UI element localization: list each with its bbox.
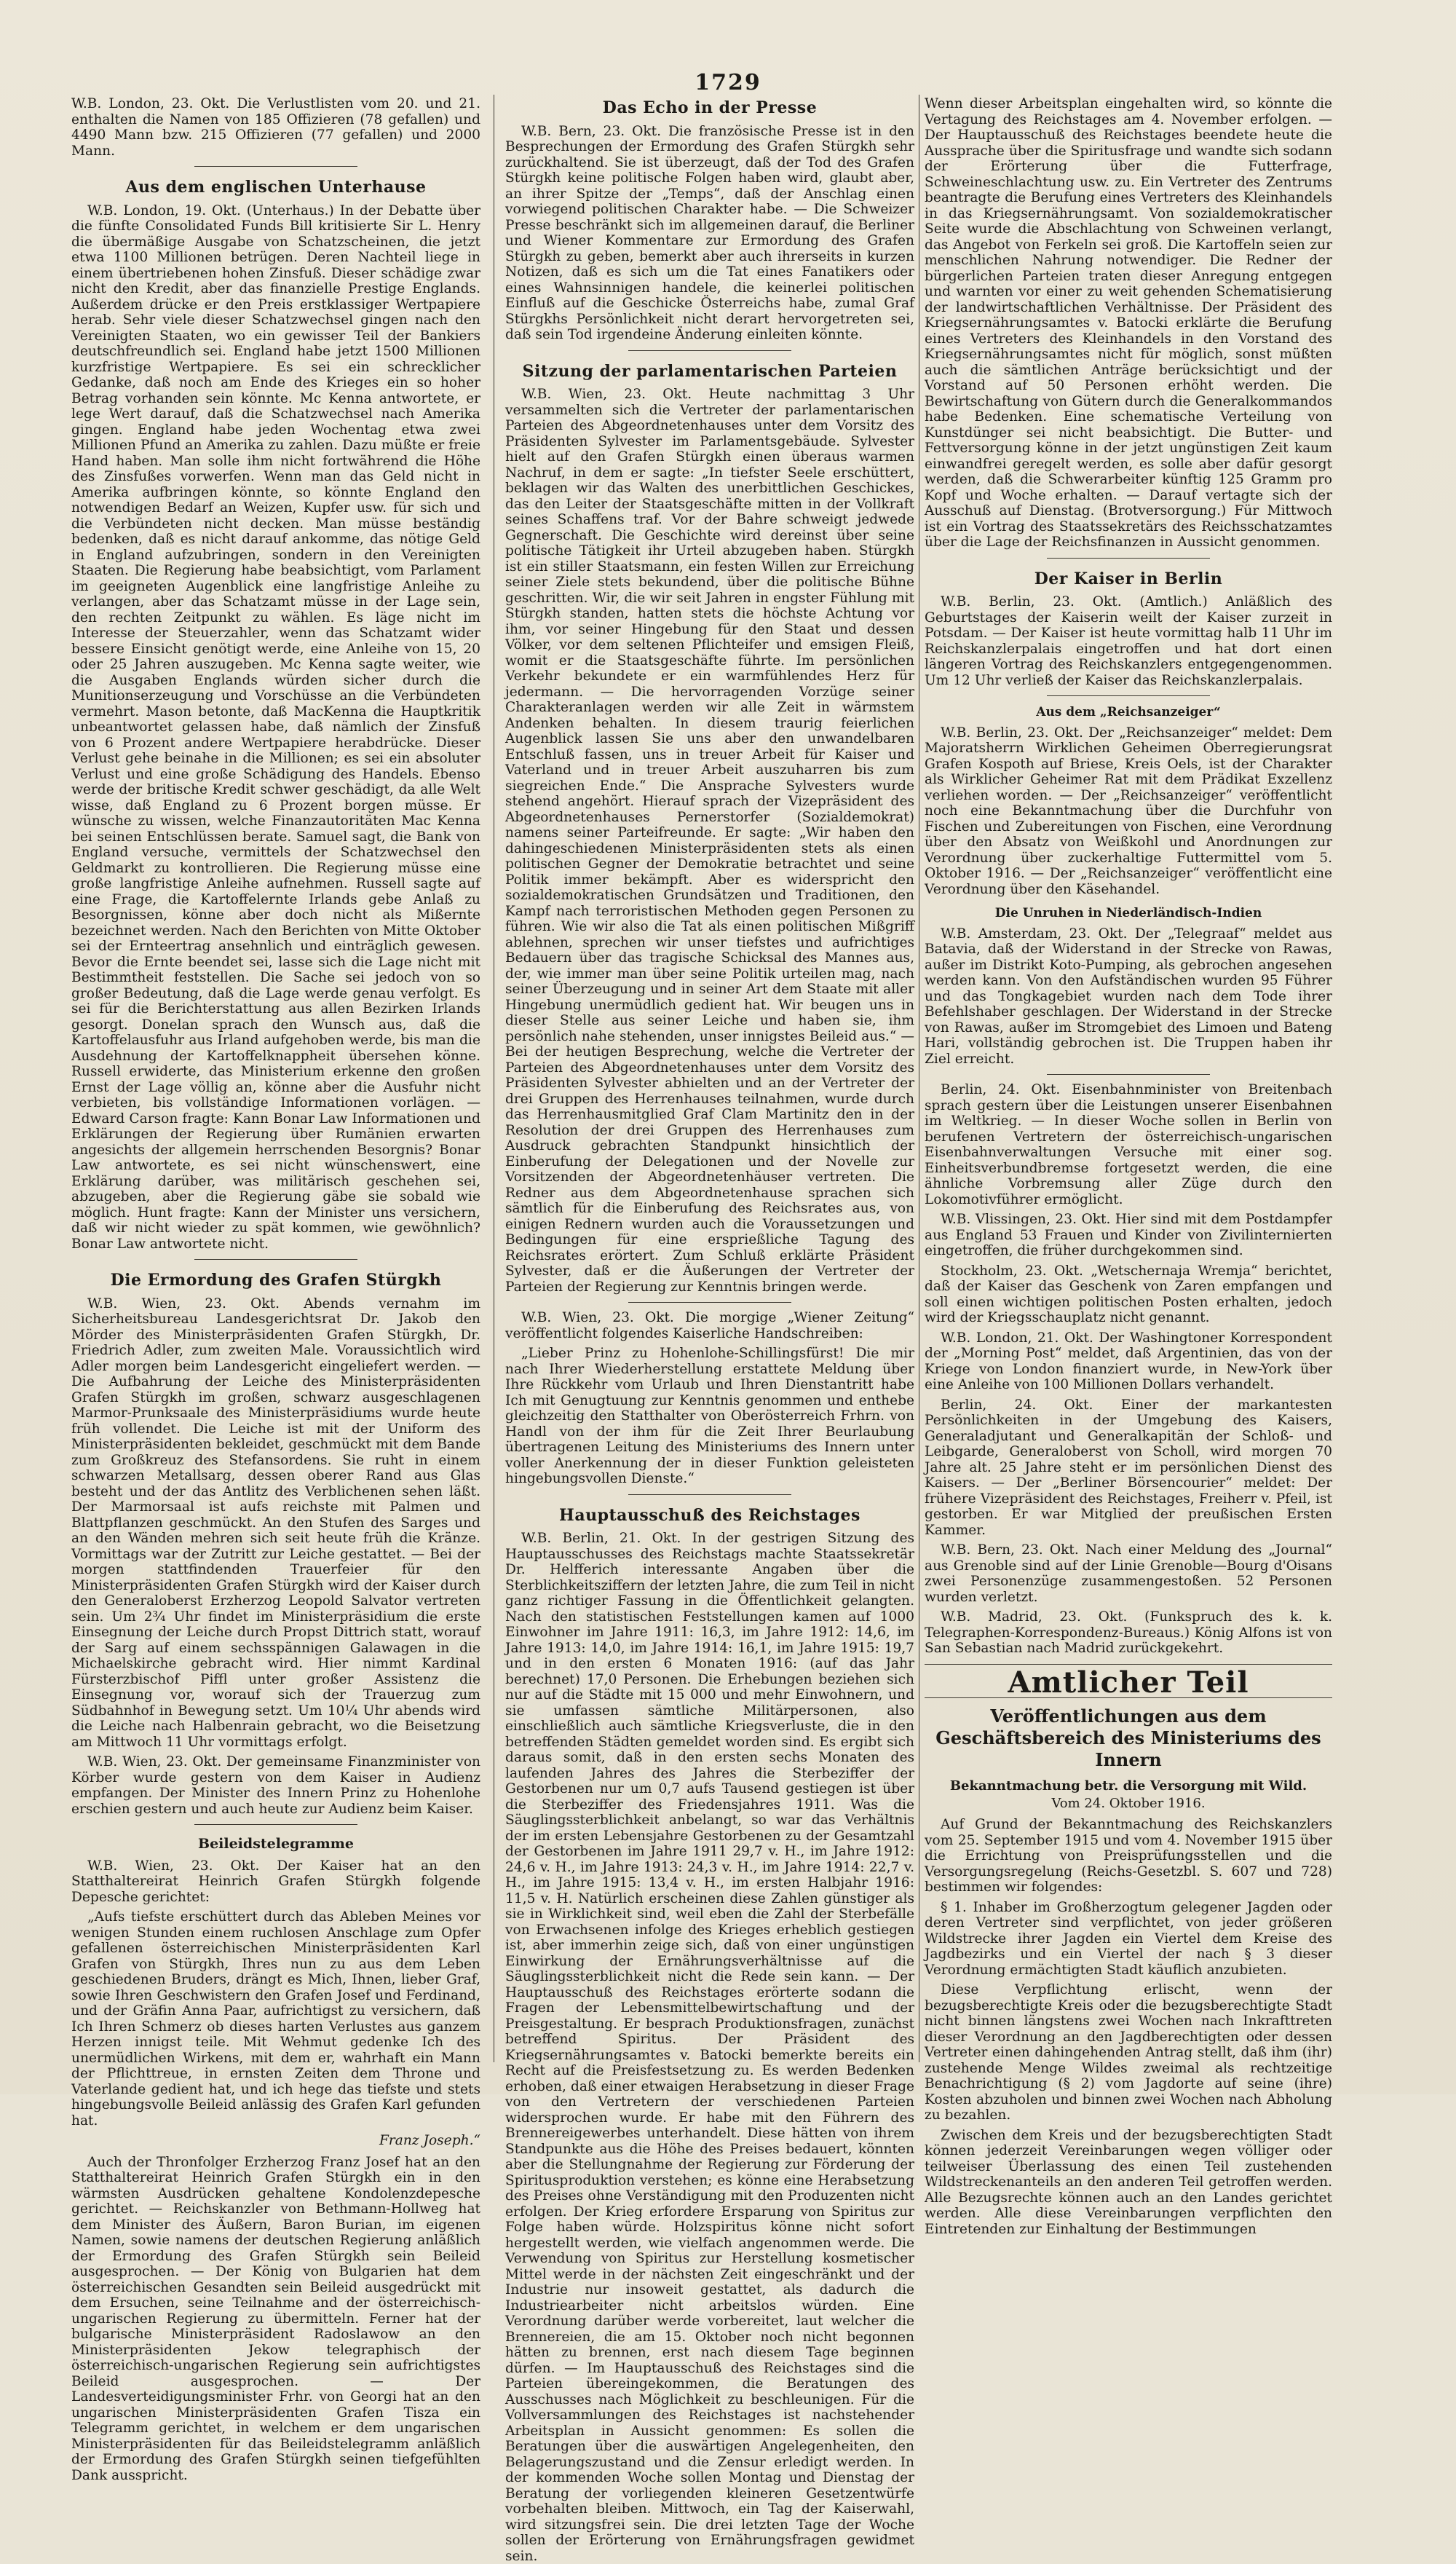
column-1 (71, 96, 480, 2483)
divider (1047, 1074, 1210, 1075)
article-wiener-zeitung: W.B. Wien, 23. Okt. Die morgige „Wiener Zeitung“ veröffentlicht folgendes Kaiserliche Handschreiben: (505, 1310, 914, 1341)
article-handschreiben: „Lieber Prinz zu Hohenlohe-Schillingsfürst! Die mir nach Ihrer Wiederherstellung erstattete Meldung über Ihre Rückkehr vom Urlaub und Ihren Dienstantritt habe Ich mit Genugtuung zur Kenntnis genommen und enthebe gleichzeitig den Statthalter von Oberösterreich Frhrn. von Handl von der ihm für die Zeit Ihrer Beurlaubung übertragenen Leitung des Ministeriums des Innern unter voller Anerkennung der in dieser Funktion geleisteten hingebungsvollen Dienste.“ (505, 1346, 914, 1486)
heading-parteien: Sitzung der parlamentarischen Parteien (522, 361, 898, 381)
article-beileid-intro: W.B. Wien, 23. Okt. Der Kaiser hat an den Statthaltereirat Heinrich Grafen Stürgkh folgende Depesche gerichtet: (71, 1858, 480, 1905)
notice-preamble: Auf Grund der Bekanntmachung des Reichskanzlers vom 25. September 1915 und vom 4. November 1915 über die Errichtung von Preisprüfungsstellen und die Versorgungsregelung (Reichs-Gesetzbl. S. 607 und 728) bestimmen wir folgendes: (925, 1817, 1332, 1895)
signature-franz-joseph: Franz Joseph.“ (379, 2133, 480, 2148)
divider (1047, 695, 1210, 696)
heading-amtlicher-teil: Amtlicher Teil (1008, 1665, 1249, 1700)
divider (194, 166, 358, 167)
heading-ministerium: Veröffentlichungen aus dem Geschäftsbereich des Ministeriums des Innern (935, 1705, 1321, 1770)
divider (628, 1494, 792, 1495)
article-parteien: W.B. Wien, 23. Okt. Heute nachmittag 3 Uhr versammelten sich die Vertreter der parlamentarischen Parteien des Abgeordnetenhauses unter dem Vorsitz des Präsidenten Sylvester im Parlamentsgebäude. Sylvester hielt auf den Grafen Stürgkh einen überaus warmen Nachruf, in dem er sagte: „In tiefster Seele erschüttert, beklagen wir das Walten des unerbittlichen Geschickes, das den Leiter der Staatsgeschäfte mitten in der Vollkraft seines Schaffens traf. Vor der Bahre schweigt jedwede Gegnerschaft. Die Geschichte wird dereinst über seine politische Tätigkeit ihr Urteil abzugeben haben. Stürgkh ist ein stiller Staatsmann, ein festen Willen zur Erreichung seiner Ziele stets bekundend, über die politische Bühne geschritten. Wir, die wir seit Jahren in engster Fühlung mit Stürgkh standen, hatten stets die höchste Achtung vor ihm, vor seiner Hingebung für den Staat und dessen Völker, vor dem seltenen Pflichteifer und emsigen Fleiß, womit er die Staatsgeschäfte führte. Im persönlichen Verkehr bekundete er ein warmfühlendes Herz für jedermann. — Die hervorragenden Vorzüge seiner Charakteranlagen werden wir alle Zeit in wärmstem Andenken behalten. In diesem traurig feierlichen Augenblick lassen Sie uns aber den unwandelbaren Entschluß fassen, uns in treuer Arbeit für Kaiser und Vaterland und in treuer Arbeit auszuharren bis zum siegreichen Ende.“ Die Ansprache Sylvesters wurde stehend angehört. Hierauf sprach der Vizepräsident des Abgeordnetenhauses Pernerstorfer (Sozialdemokrat) namens seiner Parteifreunde. Er sagte: „Wir haben den dahingeschiedenen Ministerpräsidenten stets als einen politischen Gegner der Demokratie betrachtet und seine Politik immer bekämpft. Aber es widerspricht den sozialdemokratischen Grundsätzen und Traditionen, den Kampf nach terroristischen Methoden gegen Personen zu führen. Wie wir also die Tat als einen politischen Mißgriff ablehnen, sprechen wir unser tiefstes und aufrichtiges Bedauern über das tragische Schicksal des Mannes aus, der, wie immer man über seine Politik urteilen mag, nach seiner Überzeugung und in seiner Art dem Staate mit aller Hingebung unermüdlich gedient hat. Wir beugen uns in dieser Stelle aus seiner Leiche und haben sie, ihm persönlich nahe stehenden, unser innigstes Beileid aus.“ — Bei der heutigen Besprechung, welche die Vertreter der Parteien des Abgeordnetenhauses unter dem Vorsitz des Präsidenten Sylvester abhielten und an der Vertreter der drei Gruppen des Herrenhauses teilnahmen, wurde durch das Herrenhausmitglied Graf Clam Martinitz den in der Resolution der drei Gruppen des Herrenhauses zum Ausdruck gebrachten Standpunkt hinsichtlich der Einberufung der Delegationen und der Novelle zur Vorsitzenden der Abgeordnetenhäuser vertreten. Die Redner aus dem Abgeordnetenhause sprachen sich sämtlich für die Einberufung des Reichsrates aus, von einigen Rednern wurden auch die Voraussetzungen und Bedingungen für eine ersprießliche Tagung des Reichsrates erörtert. Zum Schluß erklärte Präsident Sylvester, daß er die Äußerungen der Vertreter der Parteien der Regierung zur Kenntnis bringen werde. (505, 387, 914, 1295)
article-berlin-scholl: Berlin, 24. Okt. Einer der markantesten Persönlichkeiten in der Umgebung des Kaisers, Generaladjutant und Generalkapitän der Schloß- und Leibgarde, Generaloberst von Scholl, wird morgen 70 Jahre alt. 25 Jahre steht er im persönlichen Dienst des Kaisers. — Der „Berliner Börsencourier“ meldet: Der frühere Vizepräsident des Reichstages, Freiherr v. Pfeil, ist gestorben. Er war Mitglied der preußischen Ersten Kammer. (925, 1397, 1332, 1538)
heading-unterhaus: Aus dem englischen Unterhause (125, 178, 427, 197)
article-hauptausschuss: W.B. Berlin, 21. Okt. In der gestrigen Sitzung des Hauptausschusses des Reichstags machte Staatssekretär Dr. Helfferich interessante Angaben über die Sterblichkeitsziffern der letzten Jahre, die zum Teil in nicht ganz richtiger Fassung in die Öffentlichkeit gelangten. Nach den statistischen Feststellungen kamen auf 1000 Einwohner im Jahre 1911: 16,3, im Jahre 1912: 14,6, im Jahre 1913: 14,0, im Jahre 1914: 16,1, im Jahre 1915: 19,7 und in den ersten 6 Monaten 1916: (auf das Jahr berechnet) 17,0 Personen. Die Erhebungen beziehen sich nur auf die Städte mit 15 000 und mehr Einwohnern, und sie umfassen sämtliche Militärpersonen, also einschließlich auch sämtliche Kriegsverluste, die in den betreffenden Städten gemeldet worden sind. Es ergibt sich daraus somit, daß in den ersten sechs Monaten des laufenden Jahres des Jahres die Sterbeziffer der Gestorbenen nur um 0,7 aufs Tausend gestiegen ist über die Sterbeziffer des Friedensjahres 1911. Was die Säuglingssterblichkeit anbelangt, so war das Verhältnis der im ersten Lebensjahre Gestorbenen zu der Gesamtzahl der Gestorbenen im Jahre 1911 29,7 v. H., im Jahre 1912: 24,6 v. H., im Jahre 1913: 24,3 v. H., im Jahre 1914: 22,7 v. H., im Jahre 1915: 13,4 v. H., im ersten Halbjahr 1916: 11,5 v. H. Natürlich erscheinen diese Zahlen günstiger als sie in Wirklichkeit sind, weil eben die Zahl der Sterbefälle von Erwachsenen infolge des Krieges erheblich gestiegen ist, aber immerhin zeige sich, daß von einer ungünstigen Einwirkung der Ernährungsverhältnisse auf die Säuglingssterblichkeit nicht die Rede sein kann. — Der Hauptausschuß des Reichstages erörterte sodann die Fragen der Lebensmittelbewirtschaftung und der Preisgestaltung. Er besprach Produktionsfragen, zunächst betreffend Spiritus. Der Präsident des Kriegsernährungsamtes v. Batocki bemerkte bereits ein Recht auf die Preisfestsetzung zu. Es werden Bedenken erhoben, daß einer etwaigen Herabsetzung in dieser Frage von den Vertretern der verschiedenen Parteien widersprochen wurde. Er habe mit den Führern des Brennereigewerbes unterhandelt. Diese hätten von ihrem Standpunkte aus die Höhe des Preises bedauert, könnten aber die Stellungnahme der Regierung zur Förderung der Spiritusproduktion verstehen; es könne eine Herabsetzung des Preises ohne Verständigung mit den Produzenten nicht erfolgen. Der Krieg erfordere Ersparung von Spiritus zur Folge haben würde. Holzspiritus könne nicht sofort hergestellt werden, wie vielfach angenommen werde. Die Verwendung von Spiritus zur Herstellung kosmetischer Mittel werde in der nächsten Zeit eingeschränkt und der Industrie nur insoweit gestattet, als dadurch die Industriearbeiter nicht arbeitslos würden. Eine Verordnung darüber werde vorbereitet, laut welcher die Brennereien, die am 15. Oktober noch nicht begonnen hätten zu brennen, erst nach diesem Tage beginnen dürfen. — Im Hauptausschuß des Reichstages sind die Parteien übereingekommen, die Beratungen des Ausschusses nach Möglichkeit zu beschleunigen. Für die Vollversammlungen des Reichstages ist nachstehender Arbeitsplan in Aussicht genommen: Es sollen die Beratungen über die auswärtigen Angelegenheiten, den Belagerungszustand und die Zensur erledigt werden. In der kommenden Woche sollen Montag und Dienstag der Beratung der vorliegenden kleineren Gesetzentwürfe vorbehalten bleiben. Mittwoch, ein Tag der Kaiserwahl, wird sitzungsfrei sein. Die drei letzten Tage der Woche sollen der Erörterung von Ernährungsfragen gewidmet sein. (505, 1531, 914, 2564)
article-vlissingen: W.B. Vlissingen, 23. Okt. Hier sind mit dem Postdampfer aus England 53 Frauen und Kinder von Zivilinternierten eingetroffen, die früher durchgekommen sind. (925, 1212, 1332, 1258)
article-beileid-depesche: „Aufs tiefste erschüttert durch das Ableben Meines vor wenigen Stunden einem ruchlosen Anschlage zum Opfer gefallenen österreichischen Ministerpräsidenten Karl Grafen von Stürgkh, Ihres nun zu aus dem Leben geschiedenen Bruders, drängt es Mich, Ihnen, lieber Graf, sowie Ihren Geschwistern den Grafen Josef und Ferdinand, und der Gräfin Anna Paar, aufrichtigst zu versichern, daß Ich Ihren Schmerz ob dieses harten Verlustes aus ganzem Herzen innigst teile. Mit Wehmut gedenke Ich des unermüdlichen Wirkens, mit dem er, wahrhaft ein Mann der Pflichttreue, in ernsten Zeiten dem Throne und Vaterlande gedient hat, und ich hege das tiefste und stets hingebungsvolle Beileid anlässig des Grafen Karl gefunden hat. (71, 1909, 480, 2129)
notice-paragraph: Zwischen dem Kreis und der bezugsberechtigten Stadt können jederzeit Vereinbarungen wegen völliger oder teilweiser Überlassung des einen Teil zustehenden Wildstreckenanteils an den anderen Teil getroffen werden. Alle Bezugsrechte können auch an den Landes gerichtet werden. Alle diese Vereinbarungen verpflichten den Eintretenden zur Einhaltung der Bestimmungen (925, 2127, 1332, 2237)
article-reichsanzeiger: W.B. Berlin, 23. Okt. Der „Reichsanzeiger“ meldet: Dem Majoratsherrn Wirklichen Geheimen Oberregierungsrat Grafen Kospoth auf Briese, Kreis Oels, ist der Charakter als Wirklicher Geheimer Rat mit dem Prädikat Exzellenz verliehen worden. — Der „Reichsanzeiger“ veröffentlicht noch eine Bekanntmachung über die Durchfuhr von Fischen und Zubereitungen von Fischen, eine Verordnung über den Absatz von Weißkohl und Anordnungen zur Verordnung über zuckerhaltige Futtermittel vom 5. Oktober 1916. — Der „Reichsanzeiger“ veröffentlicht eine Verordnung über den Käsehandel. (925, 725, 1332, 897)
article-beileid-weitere: Auch der Thronfolger Erzherzog Franz Josef hat an den Statthaltereirat Heinrich Grafen Stürgkh ein in den wärmsten Ausdrücken gehaltene Kondolenzdepesche gerichtet. — Reichskanzler von Bethmann-Hollweg hat dem Minister des Äußern, Baron Burian, im eigenen Namen, sowie namens der deutschen Regierung anläßlich der Ermordung des Grafen Stürgkh sein Beileid ausgesprochen. — Der König von Bulgarien hat dem österreichischen Gesandten sein Beileid ausgedrückt mit dem Ersuchen, seine Teilnahme and der österreichisch-ungarischen Regierung zu übermitteln. Ferner hat der bulgarische Ministerpräsident Radoslawow an den Ministerpräsidenten Jekow telegraphisch der österreichisch-ungarischen Regierung sein aufrichtigstes Beileid ausgesprochen. — Der Landesverteidigungsminister Frhr. von Georgi hat an den ungarischen Ministerpräsidenten Grafen Tisza ein Telegramm gerichtet, in welchem er dem ungarischen Ministerpräsidenten für das Beileidstelegramm anläßlich der Ermordung des Grafen Stürgkh seinen tiefgefühlten Dank ausspricht. (71, 2154, 480, 2483)
heading-ermordung: Die Ermordung des Grafen Stürgkh (110, 1271, 442, 1290)
article-unterhaus: W.B. London, 19. Okt. (Unterhaus.) In der Debatte über die fünfte Consolidated Funds Bill kritisierte Sir L. Henry die übermäßige Ausgabe von Schatzscheinen, die jetzt etwa 1100 Millionen betrügen. Deren Nachteil liege in einem übertriebenen hohen Zinsfuß. Dieser schädige zwar nicht den Kredit, aber das finanzielle Prestige Englands. Außerdem drücke er den Preis erstklassiger Wertpapiere herab. Sehr viele dieser Schatzwechsel gingen nach den Vereinigten Staaten, wo ein gewisser Teil der Bankiers deutschfreundlich sei. England habe jetzt 1500 Millionen kurzfristige Wertpapiere. Es sei ein schrecklicher Gedanke, daß noch am Ende des Krieges ein so hoher Betrag vorhanden sein könnte. Mc Kenna antwortete, er lege Wert darauf, daß die Schatzwechsel nach Amerika gingen. England habe jeden Wochentag etwa zwei Millionen Pfund an Amerika zu zahlen. Dazu müßte er freie Hand haben. Man solle ihm nicht fortwährend die Höhe des Zinsfußes vorwerfen. Wenn man das Geld nicht in Amerika aufbringen könnte, so könnte England den notwendigen Bedarf an Weizen, Kupfer usw. für sich und die Verbündeten nicht decken. Man müsse beständig bedenken, daß es nicht darauf ankomme, das nötige Geld in England aufzubringen, sondern in den Vereinigten Staaten. Die Regierung habe beabsichtigt, vom Parlament im geeigneten Augenblick eine langfristige Anleihe zu verlangen, aber das Schatzamt müsse in der Lage sein, den rechten Zeitpunkt zu wählen. Es läge nicht im Interesse der Steuerzahler, wenn das Schatzamt wider bessere Einsicht genötigt werde, eine Anleihe von 15, 20 oder 25 Jahren auszugeben. Mc Kenna sagte weiter, wie die Ausgaben Englands würden sicher durch die Munitionserzeugung und Vorschüsse an die Verbündeten vermehrt. Mason betonte, daß MacKenna die Hauptkritik unbeantwortet gelassen habe, daß nämlich der Zinsfuß von 6 Prozent andere Wertpapiere herabdrücke. Dieser Verlust gehe beinahe in die Millionen; es sei ein absoluter Verlust und eine große Schädigung des Handels. Ebenso werde der britische Kredit schwer geschädigt, da alle Welt wisse, daß England zu 6 Prozent borgen müsse. Er wünsche zu wissen, welche Finanzautoritäten Mac Kenna bei seinen Entschlüssen berate. Samuel sagt, die Bank von England versuche, vermittels der Schatzwechsel den Geldmarkt zu kontrollieren. Die Regierung müsse eine große langfristige Anleihe aufnehmen. Russell sagte auf eine Frage, die Kartoffelernte Irlands gebe Anlaß zu Besorgnissen, könne aber doch nicht als Mißernte bezeichnet werden. Nach den Berichten von Mitte Oktober sei der Ernteertrag ansehnlich und einträglich gewesen. Bevor die Ernte beendet sei, lasse sich die Lage nicht mit Bestimmtheit feststellen. Die Sache sei jedoch von so großer Bedeutung, daß die Lage werde genau verfolgt. Es sei für die Berichterstattung aus allen Bezirken Irlands gesorgt. Donelan sprach den Wunsch aus, daß die Kartoffelausfuhr aus Irland aufgehoben werde, bis man die Ausdehnung der Kartoffelknappheit übersehen könne. Russell erwiderte, das Ministerium erkenne den großen Ernst der Lage völlig an, könne aber die Ausfuhr nicht verbieten, bis vollständige Informationen vorlägen. — Edward Carson fragte: Kann Bonar Law Informationen und Erklärungen der Regierung über Rumänien erwarten angesichts der allgemein herrschenden Besorgnis? Bonar Law antwortete, es sei nicht wünschenswert, eine Erklärung darüber, was militärisch geschehen sei, abzugeben, aber die Regierung gäbe sie sobald wie möglich. Hunt fragte: Kann der Minister uns versichern, daß wir nicht wieder zu spät kommen, wie gewöhnlich? Bonar Law antwortete nicht. (71, 202, 480, 1252)
divider (628, 350, 792, 351)
page-number: 1729 (695, 70, 761, 95)
heading-beileid: Beileidstelegramme (198, 1836, 354, 1852)
article-echo-presse: W.B. Bern, 23. Okt. Die französische Presse ist in den Besprechungen der Ermordung des Grafen Stürgkh sehr zurückhaltend. Sie ist überzeugt, daß der Tod des Grafen Stürgkh keine politische Folgen haben wird, glaubt aber, an ihrer Spitze der „Temps“, daß der Anschlag einen vorwiegend politischen Charakter habe. — Die Schweizer Presse beschränkt sich im allgemeinen darauf, die Berliner und Wiener Kommentare zur Ermordung des Grafen Stürgkh zu geben, bemerkt aber auch ihrerseits in kurzen Notizen, daß es sich um die Tat eines Fanatikers oder eines Wahnsinnigen handele, die keinerlei politischen Einfluß auf die Geschicke Österreichs habe, zumal Graf Stürgkhs Persönlichkeit nicht derart hervorgetreten sei, daß sein Tod irgendeine Änderung einleiten könnte. (505, 123, 914, 342)
column-3 (925, 96, 1332, 2237)
divider (628, 1302, 792, 1303)
article-verlustlisten: W.B. London, 23. Okt. Die Verlustlisten vom 20. und 21. enthalten die Namen von 185 Offizieren (78 gefallen) und 4490 Mann bzw. 215 Offizieren (77 gefallen) und 2000 Mann. (71, 96, 480, 159)
notice-paragraph: Diese Verpflichtung erlischt, wenn der bezugsberechtigte Kreis oder die bezugsberechtigte Stadt nicht binnen längstens zwei Wochen nach Inkrafttreten dieser Verordnung an den Jagdberechtigten oder dessen Vertreter einen dahingehenden Antrag stellt, daß ihm (ihr) zustehende Menge Wildes zweimal als rechtzeitige Benachrichtigung (§ 2) vom Jagdorte auf seine (ihre) Kosten abzuholen und binnen zwei Wochen nach Abholung zu bezahlen. (925, 1982, 1332, 2123)
column-2 (505, 96, 914, 2564)
heading-echo-presse: Das Echo in der Presse (602, 98, 818, 117)
heading-unruhen: Die Unruhen in Niederländisch-Indien (994, 906, 1262, 920)
article-eisenbahn: Berlin, 24. Okt. Eisenbahnminister von Breitenbach sprach gestern über die Leistungen unserer Eisenbahnen im Weltkrieg. — In dieser Woche sollen in Berlin von berufenen Vertretern der österreichisch-ungarischen Eisenbahnverwaltungen Versuche mit einer sog. Einheitsverbundbremse fortgesetzt werden, die eine ähnliche Vorbremsung aller Züge durch den Lokomotivführer ermöglicht. (925, 1082, 1332, 1207)
divider (1047, 558, 1210, 559)
article-kaiser-berlin: W.B. Berlin, 23. Okt. (Amtlich.) Anläßlich des Geburtstages der Kaiserin weilt der Kaiser zurzeit in Potsdam. — Der Kaiser ist heute vormittag halb 11 Uhr im Reichskanzlerpalais eingetroffen und hat dort einen längeren Vortrag des Reichskanzlers entgegengenommen. Um 12 Uhr verließ der Kaiser das Reichskanzlerpalais. (925, 594, 1332, 688)
article-bern: W.B. Bern, 23. Okt. Nach einer Meldung des „Journal“ aus Grenoble sind auf der Linie Grenoble—Bourg d'Oisans zwei Personenzüge zusammengestoßen. 52 Personen wurden verletzt. (925, 1542, 1332, 1605)
notice-section-1: § 1. Inhaber im Großherzogtum gelegener Jagden oder deren Vertreter sind verpflichtet, von jeder größeren Wildstrecke ihrer Jagden ein Viertel dem Kreise des Jagdbezirks und ein Viertel der nach § 3 dieser Verordnung ermächtigten Stadt käuflich anzubieten. (925, 1899, 1332, 1978)
heading-kaiser-berlin: Der Kaiser in Berlin (1034, 569, 1223, 588)
article-unruhen: W.B. Amsterdam, 23. Okt. Der „Telegraaf“ meldet aus Batavia, daß der Widerstand in der Strecke von Rawas, außer im Distrikt Koto-Pumping, als gebrochen angesehen werden kann. Von den Aufständischen wurden 95 Führer und das Tongkagebiet wurden nach dem Tode ihrer Befehlshaber geschlagen. Der Widerstand in der Strecke von Rawas, außer im Stromgebiet des Limoen und Bateng Hari, vollständig gebrochen ist. Die Truppen haben ihr Ziel erreicht. (925, 926, 1332, 1067)
article-london: W.B. London, 21. Okt. Der Washingtoner Korrespondent der „Morning Post“ meldet, daß Argentinien, das von der Kriege von London finanziert wurde, in New-York über eine Anleihe von 100 Millionen Dollars verhandelt. (925, 1330, 1332, 1392)
divider (194, 1824, 358, 1825)
article-koerber: W.B. Wien, 23. Okt. Der gemeinsame Finanzminister von Körber wurde gestern von dem Kaiser in Audienz empfangen. Der Minister des Innern Prinz zu Hohenlohe erschien gestern und auch heute zur Audienz beim Kaiser. (71, 1754, 480, 1817)
divider (194, 1259, 358, 1260)
divider-wide (925, 1664, 1332, 1665)
article-ermordung: W.B. Wien, 23. Okt. Abends vernahm im Sicherheitsbureau Landesgerichtsrat Dr. Jakob den Mörder des Ministerpräsidenten Grafen Stürgkh, Dr. Friedrich Adler, zum zweiten Male. Voraussichtlich wird Adler morgen beim Landesgericht eingeliefert werden. — Die Aufbahrung der Leiche des Ministerpräsidenten Grafen Stürgkh im großen, schwarz ausgeschlagenen Marmor-Prunksaale des Ministerpräsidiums wurde heute früh vollendet. Die Leiche ist mit der Uniform des Ministerpräsidenten bekleidet, geschmückt mit dem Bande zum Großkreuz des Stefansordens. Sie ruht in einem schwarzen Metallsarg, dessen oberer Rand aus Glas besteht und der das Antlitz des Verblichenen sehen läßt. Der Marmorsaal ist aufs reichste mit Palmen und Blattpflanzen geschmückt. An den Stufen des Sarges und an den Wänden mehren sich seit heute früh die Kränze. Vormittags war der Zutritt zur Leiche gestattet. — Bei der morgen stattfindenden Trauerfeier für den Ministerpräsidenten Grafen Stürgkh wird der Kaiser durch den Generaloberst Erzherzog Leopold Salvator vertreten sein. Um 2¾ Uhr findet im Ministerpräsidium die erste Einsegnung der Leiche durch Propst Dittrich statt, worauf der Sarg auf einem sechsspännigen Galawagen in die Michaelskirche gebracht wird. Hier nimmt Kardinal Fürsterzbischof Piffl unter großer Assistenz die Einsegnung vor, worauf sich der Trauerzug zum Südbahnhof in Bewegung setzt. Um 10¼ Uhr abends wird die Leiche nach Halbenrain gebracht, wo die Beisetzung am Mittwoch 11 Uhr vormittags erfolgt. (71, 1295, 480, 1750)
article-madrid: W.B. Madrid, 23. Okt. (Funkspruch des k. k. Telegraphen-Korrespondenz-Bureaus.) König Alfons ist von San Sebastian nach Madrid zurückgekehrt. (925, 1609, 1332, 1656)
heading-hauptausschuss: Hauptausschuß des Reichstages (559, 1505, 860, 1525)
heading-reichsanzeiger: Aus dem „Reichsanzeiger“ (1036, 705, 1221, 719)
article-hauptausschuss-cont: Wenn dieser Arbeitsplan eingehalten wird, so könnte die Vertagung des Reichstages am 4. November erfolgen. — Der Hauptausschuß des Reichstages beendete heute die Aussprache über die Spiritusfrage und wandte sich sodann der Erörterung über die Futterfrage, Schweineschlachtung usw. zu. Ein Vertreter des Zentrums beantragte die Berufung eines Vertreters des Kleinhandels in das Kriegsernährungsamt. Von sozialdemokratischer Seite wurde die Abschlachtung von Schweinen verlangt, das Angebot von Ferkeln sei groß. Die Kartoffeln seien zur menschlichen Nahrung notwendiger. Die Redner der bürgerlichen Parteien traten dieser Anregung entgegen und warnten vor einer zu weit gehenden Schematisierung der landwirtschaftlichen Verhältnisse. Der Präsident des Kriegsernährungsamtes v. Batocki erklärte die Berufung eines Vertreters des Kleinhandels in den Vorstand des Kriegsernährungsamtes nicht für möglich, sonst müßten auch die sämtlichen Anträge berücksichtigt und der Vorstand auf 50 Personen erhöht werden. Die Bewirtschaftung von Gütern durch die Generalkommandos habe Bedenken. Eine schematische Verteilung von Kunstdünger sei nicht beabsichtigt. Die Butter- und Fettversorgung könne in der jetzt ungünstigen Zeit kaum einwandfrei geregelt werden, es solle aber dafür gesorgt werden, daß die Schwerarbeiter künftig 125 Gramm pro Kopf und Woche erhalten. — Darauf vertagte sich der Ausschuß auf Dienstag. (Brotversorgung.) Für Mittwoch ist ein Vortrag des Staatssekretärs des Reichsschatzamtes über die Lage der Reichsfinanzen in Aussicht genommen. (925, 96, 1332, 550)
notice-date: Vom 24. Oktober 1916. (1051, 1795, 1206, 1811)
notice-title: Bekanntmachung betr. die Versorgung mit Wild. (949, 1778, 1307, 1794)
article-stockholm: Stockholm, 23. Okt. „Wetschernaja Wremja“ berichtet, daß der Kaiser das Geschenk von Zaren empfangen und soll einen wichtigen politischen Posten erhalten, jedoch wird der Kriegsschauplatz nicht genannt. (925, 1263, 1332, 1325)
